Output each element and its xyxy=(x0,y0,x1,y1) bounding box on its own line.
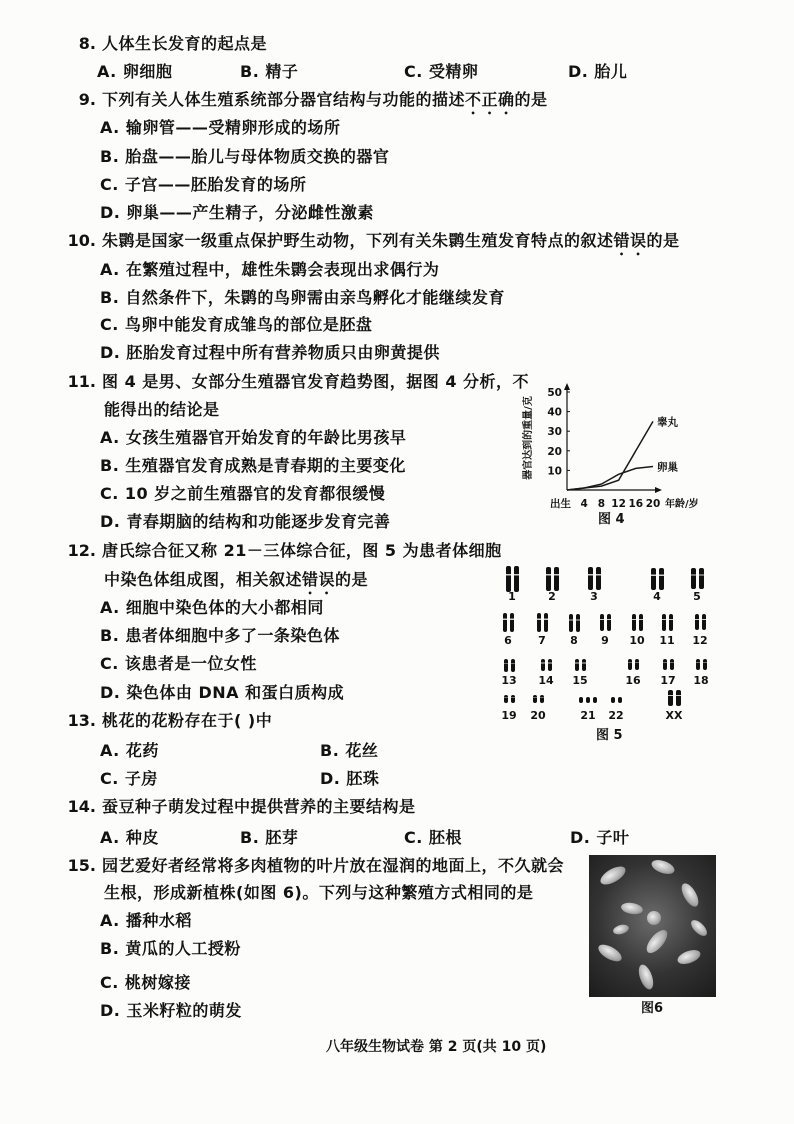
chromosome xyxy=(510,613,514,632)
chromosome xyxy=(695,614,699,630)
chromosome-pair-18 xyxy=(696,659,707,670)
chromosome xyxy=(699,568,704,589)
chromosome xyxy=(579,697,583,703)
chromosome-pair-15 xyxy=(575,659,586,671)
chromosome xyxy=(511,659,515,672)
option-b: B. 患者体细胞中多了一条染色体 xyxy=(100,626,340,645)
chromosome xyxy=(691,568,696,589)
question-stem: 蚕豆种子萌发过程中提供营养的主要结构是 xyxy=(102,797,416,816)
chromosome-pair-4 xyxy=(651,568,664,590)
option-d: D. 胚珠 xyxy=(320,769,380,788)
chromosome-pair-13 xyxy=(504,659,515,672)
option-a: A. 种皮 xyxy=(100,828,159,847)
option-a: A. 细胞中染色体的大小都相同 xyxy=(100,598,324,617)
chromosome xyxy=(593,697,597,703)
chromosome-pair-10 xyxy=(632,614,643,631)
question-stem: 图 4 是男、女部分生殖器官发育趋势图，据图 4 分析，不 xyxy=(102,372,530,391)
option-c: C. 子宫——胚胎发育的场所 xyxy=(100,175,307,194)
option-d: D. 染色体由 DNA 和蛋白质构成 xyxy=(100,683,345,702)
chromosome xyxy=(575,659,579,671)
chromosome-number-label: 14 xyxy=(538,674,554,687)
question-number: 14. xyxy=(67,797,96,816)
figure-6-caption: 图6 xyxy=(641,1001,664,1016)
chromosome xyxy=(582,659,586,671)
question-number: 9. xyxy=(78,90,96,109)
chromosome xyxy=(596,567,601,590)
question-stem: 园艺爱好者经常将多肉植物的叶片放在湿润的地面上，不久就会 xyxy=(102,856,565,875)
option-d: D. 胚胎发育过程中所有营养物质只由卵黄提供 xyxy=(100,343,440,362)
emphasized-text: 错误 xyxy=(302,570,336,589)
y-axis-arrow xyxy=(564,383,570,390)
chromosome-number-label: 15 xyxy=(572,674,588,687)
chromosome xyxy=(703,659,707,670)
chromosome xyxy=(600,614,604,631)
x-tick-label: 12 xyxy=(611,498,626,510)
figure-5-caption: 图 5 xyxy=(596,728,623,743)
series-label-0: 睾丸 xyxy=(657,416,678,429)
chromosome-number-label: 1 xyxy=(508,590,516,603)
option-b: B. 精子 xyxy=(240,62,299,81)
chromosome-pair-19 xyxy=(504,695,515,703)
option-d: D. 玉米籽粒的萌发 xyxy=(100,1001,242,1020)
chromosome-number-label: 22 xyxy=(608,709,624,722)
series-label-1: 卵巢 xyxy=(657,461,678,474)
chromosome xyxy=(588,567,593,590)
chromosome xyxy=(663,659,667,670)
question-stem-end: 的是 xyxy=(514,90,548,109)
chromosome xyxy=(533,695,537,703)
leaf-shape xyxy=(650,857,677,876)
y-tick-label: 40 xyxy=(547,406,562,419)
question-stem: 中染色体组成图，相关叙述 xyxy=(104,570,303,589)
leaf-shape xyxy=(643,927,671,957)
chromosome xyxy=(670,659,674,670)
option-c: C. 胚根 xyxy=(404,828,462,847)
page-footer: 八年级生物试卷 第 2 页(共 10 页) xyxy=(326,1039,547,1055)
option-a: A. 在繁殖过程中，雄性朱鹮会表现出求偶行为 xyxy=(100,260,440,279)
chromosome-pair-3 xyxy=(588,567,601,590)
chromosome-number-label: 6 xyxy=(504,634,512,647)
chromosome-number-label: 12 xyxy=(692,634,708,647)
question-9 xyxy=(66,89,548,111)
chromosome-pair-17 xyxy=(663,659,674,670)
chromosome-pair-2 xyxy=(546,567,559,591)
chromosome xyxy=(504,695,508,703)
question-stem-end: 的是 xyxy=(335,570,369,589)
chromosome-pair-7 xyxy=(537,613,548,632)
emphasized-text: 错误 xyxy=(613,231,647,250)
chromosome-number-label: 8 xyxy=(570,634,578,647)
question-number: 10. xyxy=(67,231,96,250)
x-axis-label: 年龄/岁 xyxy=(665,499,699,510)
option-d: D. 青春期脑的结构和功能逐步发育完善 xyxy=(100,512,391,531)
figure-4-caption: 图 4 xyxy=(598,512,625,527)
option-a: A. 女孩生殖器官开始发育的年龄比男孩早 xyxy=(100,428,407,447)
chromosome xyxy=(632,614,636,631)
emphasized-text: 不正确 xyxy=(465,90,515,109)
chromosome-number-label: 20 xyxy=(530,709,546,722)
question-number: 12. xyxy=(67,541,96,560)
y-tick-label: 50 xyxy=(547,387,562,399)
option-c: C. 10 岁之前生殖器官的发育都很缓慢 xyxy=(100,484,386,503)
option-b: B. 黄瓜的人工授粉 xyxy=(100,939,241,958)
option-b: B. 花丝 xyxy=(320,741,379,760)
question-stem: 下列有关人体生殖系统部分器官结构与功能的描述 xyxy=(102,90,466,109)
question-11 xyxy=(66,371,529,393)
question-15 xyxy=(66,855,564,877)
question-stem: 桃花的花粉存在于( )中 xyxy=(102,711,273,730)
chromosome xyxy=(639,614,643,631)
chromosome-number-label: 3 xyxy=(590,590,598,603)
leaf-shape xyxy=(688,917,709,938)
leaf-shape xyxy=(676,947,703,966)
chromosome xyxy=(537,613,541,632)
chromosome-number-label: 21 xyxy=(580,709,596,722)
chromosome xyxy=(504,659,508,672)
option-d: D. 子叶 xyxy=(570,828,630,847)
option-a: A. 播种水稻 xyxy=(100,911,192,930)
chromosome-number-label: 13 xyxy=(501,674,517,687)
question-8 xyxy=(66,33,267,55)
chromosome-pair-12 xyxy=(695,614,706,630)
y-axis-label: 器官达到的重量/克 xyxy=(523,396,534,480)
chromosome xyxy=(676,690,681,706)
chromosome-pair-5 xyxy=(691,568,704,589)
question-stem: 唐氏综合征又称 21－三体综合征，图 5 为患者体细胞 xyxy=(102,541,502,560)
chromosome-pair-1 xyxy=(506,566,519,592)
option-c: C. 鸟卵中能发育成雏鸟的部位是胚盘 xyxy=(100,315,373,334)
option-a: A. 输卵管——受精卵形成的场所 xyxy=(100,118,341,137)
chromosome xyxy=(628,659,632,670)
question-number: 11. xyxy=(67,372,96,391)
chromosome-number-label: 9 xyxy=(601,634,609,647)
chromosome-pair-8 xyxy=(569,614,580,632)
question-number: 15. xyxy=(67,856,96,875)
x-tick-label: 16 xyxy=(628,498,644,510)
option-a: A. 花药 xyxy=(100,741,159,760)
chromosome-number-label: 18 xyxy=(693,674,709,687)
leaf-shape xyxy=(598,863,629,888)
chromosome xyxy=(635,659,639,670)
chromosome-pair-14 xyxy=(541,659,552,671)
chromosome-number-label: 4 xyxy=(653,590,661,603)
chromosome-pair-20 xyxy=(533,695,544,703)
chromosome xyxy=(503,613,507,632)
chromosome-number-label: 10 xyxy=(629,634,645,647)
chromosome xyxy=(662,614,666,631)
question-stem: 朱鹮是国家一级重点保护野生动物，下列有关朱鹮生殖发育特点的叙述 xyxy=(102,231,614,250)
chromosome-number-label: 5 xyxy=(693,590,701,603)
option-c: C. 受精卵 xyxy=(404,62,479,81)
chromosome-pair-21 xyxy=(579,697,597,703)
option-c: C. 该患者是一位女性 xyxy=(100,654,257,673)
leaf-shape xyxy=(596,941,625,964)
option-c: C. 桃树嫁接 xyxy=(100,973,191,992)
rosette-center xyxy=(647,911,661,925)
y-tick-label: 10 xyxy=(547,465,562,478)
chromosome xyxy=(576,614,580,632)
question-number: 13. xyxy=(67,711,96,730)
chromosome-pair-11 xyxy=(662,614,673,631)
question-13 xyxy=(66,710,272,732)
chromosome-number-label: 7 xyxy=(538,634,546,647)
chromosome-pair-16 xyxy=(628,659,639,670)
chromosome-number-label: 19 xyxy=(501,709,517,722)
option-b: B. 胚芽 xyxy=(240,828,299,847)
leaf-shape xyxy=(678,881,701,910)
option-b: B. 胎盘——胎儿与母体物质交换的器官 xyxy=(100,147,390,166)
leaf-shape xyxy=(636,963,656,992)
question-stem-continuation xyxy=(104,569,368,591)
chromosome-number-label: 16 xyxy=(625,674,641,687)
chromosome xyxy=(618,697,622,703)
chromosome xyxy=(651,568,656,590)
chromosome xyxy=(514,566,519,592)
chromosome xyxy=(541,659,545,671)
chromosome-number-label: 17 xyxy=(660,674,676,687)
chromosome-pair-6 xyxy=(503,613,514,632)
option-b: B. 自然条件下，朱鹮的鸟卵需由亲鸟孵化才能继续发育 xyxy=(100,288,505,307)
leaf-shape xyxy=(620,901,644,916)
figure-4-chart xyxy=(505,380,720,512)
chromosome xyxy=(586,697,590,703)
chromosome xyxy=(506,566,511,592)
question-12 xyxy=(66,540,502,562)
chromosome xyxy=(659,568,664,590)
question-stem-continuation: 生根，形成新植株(如图 6)。下列与这种繁殖方式相同的是 xyxy=(104,883,534,902)
chromosome xyxy=(540,695,544,703)
chromosome xyxy=(548,659,552,671)
question-stem-continuation: 能得出的结论是 xyxy=(104,400,220,419)
x-tick-label: 出生 xyxy=(550,498,571,510)
option-b: B. 生殖器官发育成熟是青春期的主要变化 xyxy=(100,456,406,475)
succulent-leaves-photo xyxy=(589,855,716,997)
chromosome-number-label: XX xyxy=(665,709,683,722)
question-14 xyxy=(66,796,416,818)
x-tick-label: 20 xyxy=(645,498,661,510)
y-tick-label: 20 xyxy=(547,445,562,458)
x-axis-arrow xyxy=(655,487,662,493)
chromosome xyxy=(554,567,559,591)
leaf-shape xyxy=(612,923,630,936)
chromosome-number-label: 11 xyxy=(659,634,675,647)
chromosome xyxy=(668,690,673,706)
option-d: D. 胎儿 xyxy=(568,62,628,81)
option-d: D. 卵巢——产生精子，分泌雌性激素 xyxy=(100,203,374,222)
chromosome xyxy=(544,613,548,632)
chromosome-number-label: 2 xyxy=(548,590,556,603)
chromosome xyxy=(569,614,573,632)
y-tick-label: 30 xyxy=(547,426,562,439)
question-number: 8. xyxy=(78,34,96,53)
x-tick-label: 4 xyxy=(580,498,588,510)
chromosome xyxy=(696,659,700,670)
chromosome xyxy=(511,695,515,703)
chromosome-pair-23 xyxy=(668,690,681,706)
option-a: A. 卵细胞 xyxy=(97,62,173,81)
series-line-1 xyxy=(567,467,653,491)
question-stem-end: 的是 xyxy=(646,231,680,250)
chromosome xyxy=(611,697,615,703)
x-tick-label: 8 xyxy=(597,498,606,510)
chromosome xyxy=(669,614,673,631)
option-c: C. 子房 xyxy=(100,769,158,788)
chromosome-pair-22 xyxy=(611,697,622,703)
question-stem: 人体生长发育的起点是 xyxy=(102,34,268,53)
question-10 xyxy=(66,230,680,252)
chromosome xyxy=(607,614,611,631)
chromosome xyxy=(546,567,551,591)
chromosome-pair-9 xyxy=(600,614,611,631)
chromosome xyxy=(702,614,706,630)
